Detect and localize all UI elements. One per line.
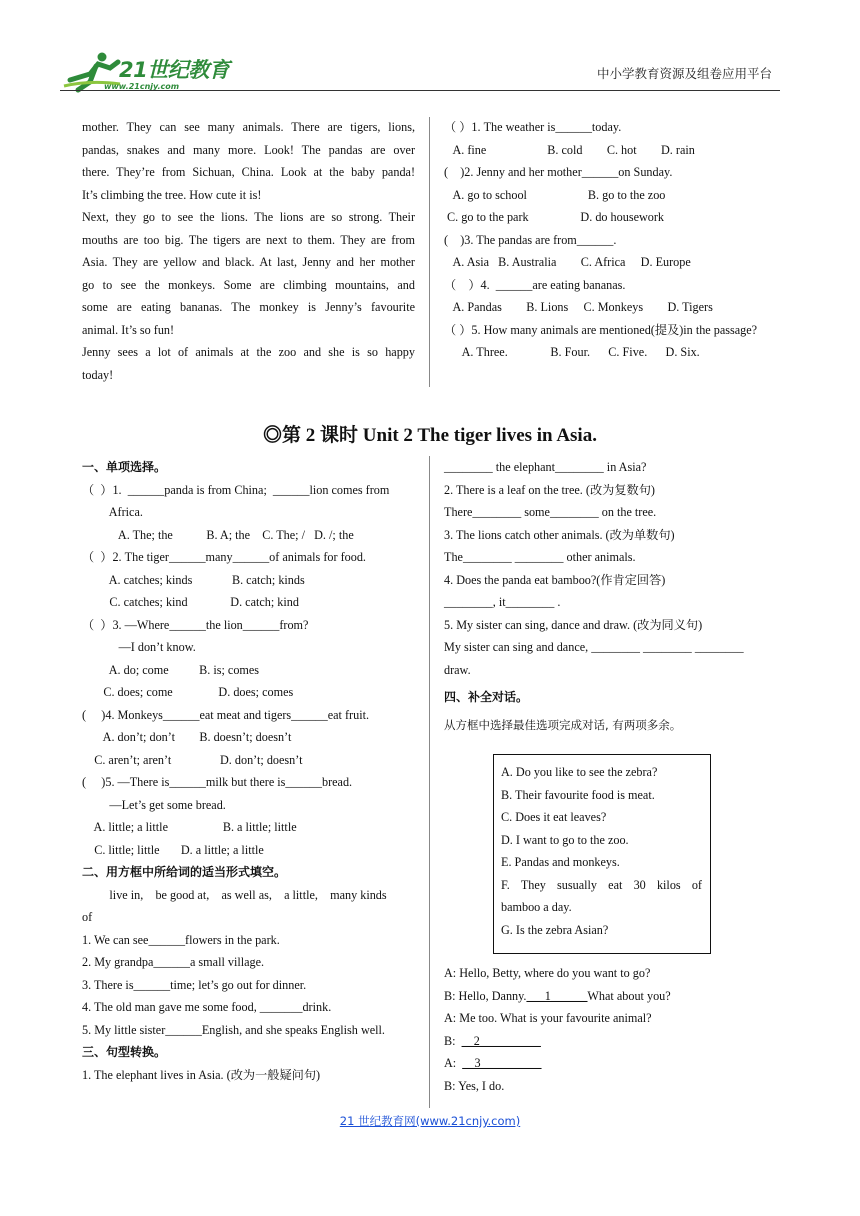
- section-heading: 三、句型转换。: [82, 1045, 167, 1059]
- answer-blank[interactable]: ___1______: [526, 988, 588, 1003]
- dialogue-line: [444, 962, 784, 985]
- exercise-line: My sister can sing and dance, ________ ________ ________: [444, 640, 744, 654]
- passage-line: Jenny sees a lot of animals at the zoo and she is so happy: [82, 345, 415, 359]
- option-item: bamboo a day.: [501, 900, 572, 914]
- section-4-instruction: 从方框中选择最佳选项完成对话, 有两项多余。: [444, 718, 682, 732]
- exercise-line: C. catches; kind D. catch; kind: [82, 595, 299, 609]
- question-line: （ ）1. The weather is______today.: [444, 120, 622, 134]
- dialogue-text: B: Hello, Danny.: [444, 988, 527, 1003]
- question-line: A. Three. B. Four. C. Five. D. Six.: [444, 345, 700, 359]
- dialogue-text: A:: [444, 1056, 463, 1070]
- logo-text: 21世纪教育: [119, 58, 230, 82]
- reading-questions: [444, 116, 789, 364]
- exercise-line: （ ）2. The tiger______many______of animals for food.: [82, 550, 366, 564]
- exercise-line: C. aren’t; aren’t D. don’t; doesn’t: [82, 752, 303, 767]
- question-line: ( )3. The pandas are from______.: [444, 232, 617, 247]
- exercise-line: 5. My little sister______English, and she speaks English well.: [82, 1022, 385, 1037]
- option-item: B. Their favourite food is meat.: [501, 787, 655, 802]
- exercise-line: A. little; a little B. a little; little: [82, 820, 297, 834]
- question-line: C. go to the park D. do housework: [444, 210, 665, 224]
- question-line: A. go to school B. go to the zoo: [444, 187, 666, 202]
- exercise-line: of: [82, 910, 93, 924]
- passage-line: go to see the monkeys. Some are climbing mountains, and: [82, 277, 415, 292]
- lesson-title: ◎第 2 课时 Unit 2 The tiger lives in Asia.: [263, 425, 597, 446]
- option-item: C. Does it eat leaves?: [501, 810, 607, 824]
- exercise-line: 4. Does the panda eat bamboo?(作肯定回答): [444, 572, 666, 587]
- exercise-line: The________ ________ other animals.: [444, 550, 636, 564]
- dialogue-text: B:: [444, 1033, 462, 1048]
- header-divider: [60, 90, 780, 91]
- exercise-line: ________, it________ .: [444, 595, 561, 609]
- exercise-line: 3. The lions catch other animals. (改为单数句): [444, 527, 675, 542]
- question-line: A. Pandas B. Lions C. Monkeys D. Tigers: [444, 300, 713, 314]
- dialogue-line: [444, 1030, 784, 1053]
- passage-line: there. They’re from Sichuan, China. Look at the baby panda!: [82, 165, 415, 179]
- exercise-line: （ ）3. —Where______the lion______from?: [82, 617, 309, 632]
- dialogue-line: [444, 1052, 784, 1075]
- exercise-line: 2. My grandpa______a small village.: [82, 955, 265, 969]
- exercise-left-column: [82, 456, 418, 1086]
- passage-line: Asia. They are yellow and black. At last, Jenny and her mother: [82, 255, 415, 269]
- passage-line: animal. It’s so fun!: [82, 322, 175, 337]
- options-list: [501, 761, 702, 941]
- exercise-line: —I don’t know.: [82, 640, 196, 654]
- dialogue-line: [444, 1075, 784, 1098]
- exercise-line: ( )5. —There is______milk but there is______bread.: [82, 775, 353, 789]
- section-4-title: 四、补全对话。: [444, 690, 529, 704]
- dialogue-line: [444, 985, 784, 1008]
- footer-link[interactable]: 21 世纪教育网(www.21cnjy.com): [339, 1114, 521, 1128]
- exercise-line: —Let’s get some bread.: [82, 797, 226, 812]
- exercise-line: There________ some________ on the tree.: [444, 505, 657, 519]
- exercise-line: 1. We can see______flowers in the park.: [82, 932, 280, 947]
- exercise-line: 2. There is a leaf on the tree. (改为复数句): [444, 482, 655, 497]
- section-heading: 一、单项选择。: [82, 460, 167, 474]
- exercise-line: 1. The elephant lives in Asia. (改为一般疑问句): [82, 1067, 321, 1082]
- exercise-line: A. The; the B. A; the C. The; / D. /; the: [82, 527, 354, 542]
- exercise-right-column: [444, 456, 784, 681]
- answer-blank[interactable]: __3__________: [462, 1056, 542, 1070]
- exercise-line: A. don’t; don’t B. doesn’t; doesn’t: [82, 730, 292, 744]
- exercise-line: Africa.: [82, 505, 143, 519]
- exercise-line: C. does; come D. does; comes: [82, 685, 294, 699]
- exercise-line: C. little; little D. a little; a little: [82, 842, 264, 857]
- passage-line: mouths are too big. The tigers are next to them. They are from: [82, 232, 415, 247]
- question-line: A. Asia B. Australia C. Africa D. Europe: [444, 255, 691, 269]
- exercise-line: 4. The old man gave me some food, _______drink.: [82, 1000, 332, 1014]
- option-item: A. Do you like to see the zebra?: [501, 765, 658, 779]
- dialogue-text: A: Hello, Betty, where do you want to go?: [444, 966, 651, 980]
- question-line: （ ）4. ______are eating bananas.: [444, 277, 626, 292]
- platform-name: 中小学教育资源及组卷应用平台: [596, 66, 772, 81]
- dialogue-text: A: Me too. What is your favourite animal?: [444, 1011, 652, 1025]
- passage-line: today!: [82, 367, 114, 382]
- option-item: G. Is the zebra Asian?: [501, 922, 609, 937]
- exercise-line: ( )4. Monkeys______eat meat and tigers______eat fruit.: [82, 707, 370, 722]
- logo-url: www.21cnjy.com: [104, 82, 180, 91]
- dialogue-line: [444, 1007, 784, 1030]
- passage-line: It’s climbing the tree. How cute it is!: [82, 187, 262, 202]
- passage-line: some are eating bananas. The monkey is Jenny’s favourite: [82, 300, 415, 314]
- exercise-line: A. do; come B. is; comes: [82, 662, 260, 677]
- exercise-line: ________ the elephant________ in Asia?: [444, 460, 647, 474]
- option-item: D. I want to go to the zoo.: [501, 832, 629, 847]
- question-line: ( )2. Jenny and her mother______on Sunday.: [444, 165, 673, 179]
- exercise-line: live in, be good at, as well as, a little, many kinds: [82, 887, 387, 902]
- reading-passage: [82, 116, 415, 386]
- passage-line: mother. They can see many animals. There are tigers, lions,: [82, 120, 415, 134]
- column-divider-lower: [429, 456, 430, 1108]
- exercise-line: draw.: [444, 662, 471, 677]
- exercise-line: 5. My sister can sing, dance and draw. (改为同义句): [444, 617, 703, 632]
- passage-line: Next, they go to see the lions. The lions are so strong. Their: [82, 210, 415, 224]
- column-divider: [429, 117, 430, 387]
- passage-line: pandas, snakes and many more. Look! The pandas are over: [82, 142, 415, 157]
- options-box: [493, 754, 711, 954]
- dialogue: [444, 962, 784, 1097]
- section-heading: 二、用方框中所给词的适当形式填空。: [82, 865, 287, 879]
- exercise-line: A. catches; kinds B. catch; kinds: [82, 572, 305, 587]
- option-item: E. Pandas and monkeys.: [501, 855, 620, 869]
- dialogue-text: B: Yes, I do.: [444, 1078, 505, 1093]
- dialogue-text: What about you?: [587, 988, 671, 1003]
- question-line: A. fine B. cold C. hot D. rain: [444, 142, 695, 157]
- exercise-line: （ ）1. ______panda is from China; ______lion comes from: [82, 482, 390, 497]
- exercise-line: 3. There is______time; let’s go out for dinner.: [82, 977, 307, 992]
- option-item: F. They susually eat 30 kilos of: [501, 877, 702, 892]
- question-line: （ ）5. How many animals are mentioned(提及)in the passage?: [444, 322, 758, 337]
- answer-blank[interactable]: __2__________: [461, 1033, 541, 1048]
- page-header: [60, 50, 780, 94]
